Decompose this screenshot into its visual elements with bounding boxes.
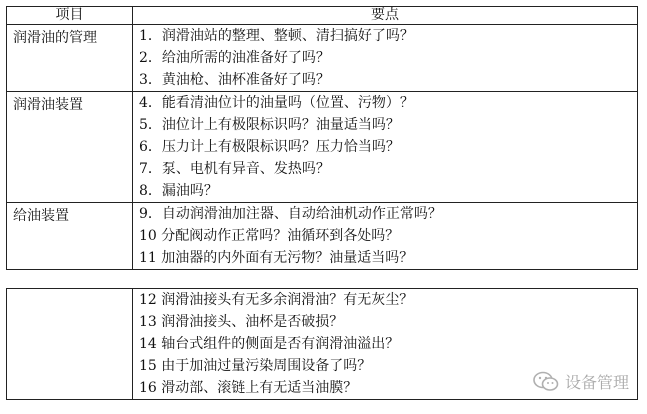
- check-item: 11 加油器的内外面有无污物？油量适当吗？: [138, 250, 414, 266]
- check-item: 10 分配阀动作正常吗？油循环到各处吗？: [138, 228, 400, 244]
- section-category: 润滑油装置: [7, 92, 133, 203]
- check-item: 8．漏油吗？: [138, 183, 218, 199]
- check-item: 4．能看清油位计的油量吗（位置、污物）？: [138, 95, 414, 111]
- section-items: [132, 203, 637, 270]
- section-row: [7, 25, 638, 92]
- check-item: 15 由于加油过量污染周围设备了吗？: [138, 358, 372, 374]
- check-item: 12 润滑油接头有无多余润滑油？有无灰尘？: [138, 292, 414, 308]
- table-header-row: [7, 7, 638, 25]
- header-item: 项目: [7, 7, 133, 25]
- check-item: 16 滑动部、滚链上有无适当油膜？: [138, 380, 358, 396]
- inspection-table: [6, 6, 638, 270]
- check-item: 14 轴台式组件的侧面是否有润滑油溢出？: [138, 336, 400, 352]
- section-category: 润滑油的管理: [7, 25, 133, 92]
- check-item: 1．润滑油站的整理、整顿、清扫搞好了吗？: [138, 28, 414, 44]
- check-item: 6．压力计上有极限标识吗？压力恰当吗？: [138, 139, 400, 155]
- check-item: 3．黄油枪、油杯准备好了吗？: [138, 72, 330, 88]
- check-item: 2．给油所需的油准备好了吗？: [138, 50, 330, 66]
- check-item: 7．泵、电机有异音、发热吗？: [138, 161, 330, 177]
- check-item: 9．自动润滑油加注器、自动给油机动作正常吗？: [138, 206, 442, 222]
- header-points: 要点: [132, 7, 637, 25]
- section-items: [132, 25, 637, 92]
- section-row: [7, 203, 638, 270]
- check-item: 5．油位计上有极限标识吗？油量适当吗？: [138, 117, 400, 133]
- section-items: [132, 92, 637, 203]
- watermark: [533, 370, 629, 393]
- check-item: 13 润滑油接头、油杯是否破损？: [138, 314, 344, 330]
- section-category: [7, 289, 133, 400]
- section-row: [7, 92, 638, 203]
- wechat-icon: [533, 371, 559, 393]
- section-category: 给油装置: [7, 203, 133, 270]
- watermark-text: 设备管理: [564, 373, 629, 392]
